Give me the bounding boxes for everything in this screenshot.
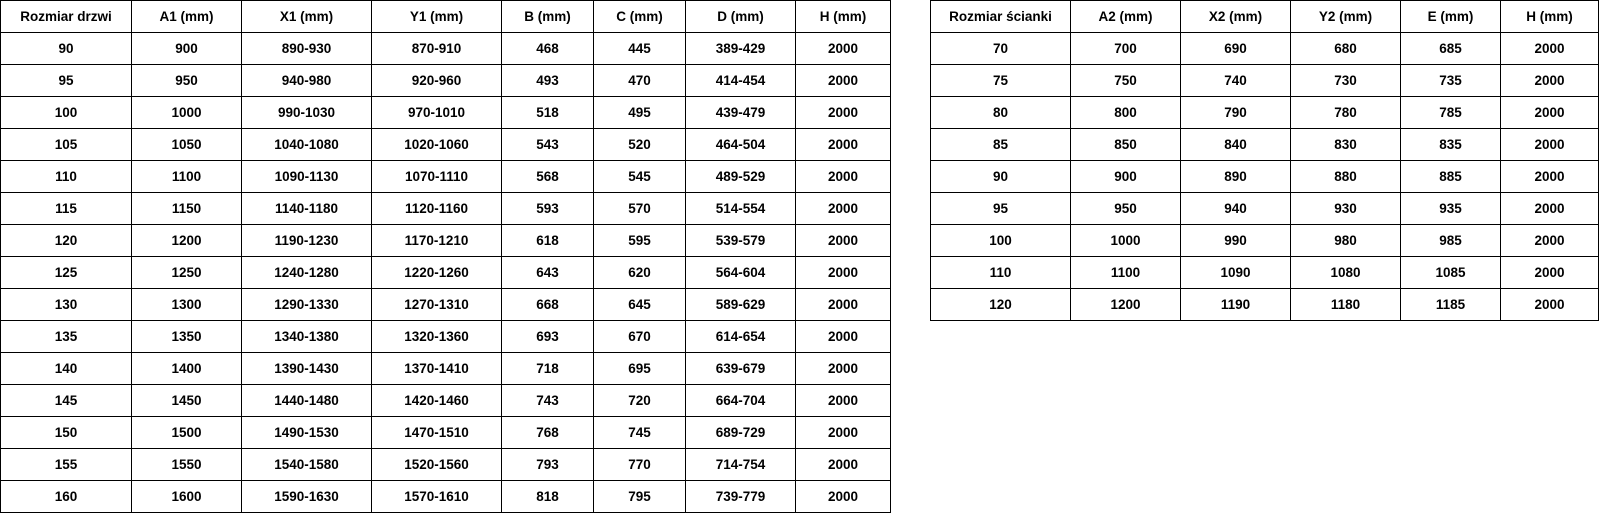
table-row bbox=[1, 225, 891, 257]
table-cell: 930 bbox=[1291, 193, 1401, 225]
table-cell: 1200 bbox=[1071, 289, 1181, 321]
table-cell: 1320-1360 bbox=[372, 321, 502, 353]
table-cell: 1450 bbox=[132, 385, 242, 417]
table-cell: 2000 bbox=[796, 321, 891, 353]
table-cell: 664-704 bbox=[686, 385, 796, 417]
table-cell: 1190-1230 bbox=[242, 225, 372, 257]
table-cell: 2000 bbox=[796, 97, 891, 129]
column-header: E (mm) bbox=[1401, 1, 1501, 33]
table-cell: 1120-1160 bbox=[372, 193, 502, 225]
table-row bbox=[1, 417, 891, 449]
table-cell: 100 bbox=[1, 97, 132, 129]
table-cell: 835 bbox=[1401, 129, 1501, 161]
column-header: X1 (mm) bbox=[242, 1, 372, 33]
table-cell: 1440-1480 bbox=[242, 385, 372, 417]
table-row bbox=[1, 289, 891, 321]
table-cell: 110 bbox=[931, 257, 1071, 289]
table-cell: 1020-1060 bbox=[372, 129, 502, 161]
column-header: X2 (mm) bbox=[1181, 1, 1291, 33]
table-cell: 685 bbox=[1401, 33, 1501, 65]
wall-size-table bbox=[930, 0, 1599, 321]
table-cell: 2000 bbox=[796, 289, 891, 321]
table-row bbox=[931, 161, 1599, 193]
table-cell: 1200 bbox=[132, 225, 242, 257]
table-cell: 980 bbox=[1291, 225, 1401, 257]
table-row bbox=[1, 33, 891, 65]
table-cell: 115 bbox=[1, 193, 132, 225]
table-cell: 745 bbox=[594, 417, 686, 449]
table-cell: 85 bbox=[931, 129, 1071, 161]
table-cell: 1590-1630 bbox=[242, 481, 372, 513]
table-cell: 150 bbox=[1, 417, 132, 449]
table-cell: 125 bbox=[1, 257, 132, 289]
column-header: Rozmiar ścianki bbox=[931, 1, 1071, 33]
table-cell: 120 bbox=[1, 225, 132, 257]
table-cell: 689-729 bbox=[686, 417, 796, 449]
table-cell: 105 bbox=[1, 129, 132, 161]
table-cell: 940-980 bbox=[242, 65, 372, 97]
table-cell: 468 bbox=[502, 33, 594, 65]
table-cell: 1190 bbox=[1181, 289, 1291, 321]
table-cell: 90 bbox=[1, 33, 132, 65]
column-header: Rozmiar drzwi bbox=[1, 1, 132, 33]
table-cell: 1500 bbox=[132, 417, 242, 449]
table-row bbox=[1, 65, 891, 97]
wall-table-body bbox=[931, 33, 1599, 321]
table-row bbox=[931, 193, 1599, 225]
table-row bbox=[1, 385, 891, 417]
column-header: D (mm) bbox=[686, 1, 796, 33]
table-cell: 1250 bbox=[132, 257, 242, 289]
table-cell: 1220-1260 bbox=[372, 257, 502, 289]
table-cell: 1420-1460 bbox=[372, 385, 502, 417]
table-cell: 2000 bbox=[796, 257, 891, 289]
table-cell: 414-454 bbox=[686, 65, 796, 97]
table-cell: 850 bbox=[1071, 129, 1181, 161]
table-cell: 470 bbox=[594, 65, 686, 97]
table-cell: 1150 bbox=[132, 193, 242, 225]
column-header: A2 (mm) bbox=[1071, 1, 1181, 33]
table-cell: 2000 bbox=[1501, 289, 1599, 321]
table-cell: 493 bbox=[502, 65, 594, 97]
table-cell: 950 bbox=[1071, 193, 1181, 225]
table-cell: 539-579 bbox=[686, 225, 796, 257]
table-cell: 1470-1510 bbox=[372, 417, 502, 449]
table-cell: 2000 bbox=[796, 449, 891, 481]
table-cell: 1100 bbox=[132, 161, 242, 193]
table-cell: 2000 bbox=[796, 353, 891, 385]
column-header: B (mm) bbox=[502, 1, 594, 33]
table-cell: 1100 bbox=[1071, 257, 1181, 289]
table-cell: 1370-1410 bbox=[372, 353, 502, 385]
table-cell: 700 bbox=[1071, 33, 1181, 65]
table-cell: 110 bbox=[1, 161, 132, 193]
table-cell: 445 bbox=[594, 33, 686, 65]
table-cell: 135 bbox=[1, 321, 132, 353]
table-cell: 768 bbox=[502, 417, 594, 449]
table-cell: 885 bbox=[1401, 161, 1501, 193]
table-cell: 668 bbox=[502, 289, 594, 321]
table-row bbox=[1, 321, 891, 353]
table-cell: 1400 bbox=[132, 353, 242, 385]
table-cell: 595 bbox=[594, 225, 686, 257]
table-cell: 1350 bbox=[132, 321, 242, 353]
table-cell: 693 bbox=[502, 321, 594, 353]
table-row bbox=[931, 225, 1599, 257]
table-cell: 1070-1110 bbox=[372, 161, 502, 193]
table-cell: 2000 bbox=[1501, 257, 1599, 289]
table-cell: 1540-1580 bbox=[242, 449, 372, 481]
table-cell: 1170-1210 bbox=[372, 225, 502, 257]
table-cell: 2000 bbox=[796, 65, 891, 97]
table-cell: 2000 bbox=[1501, 129, 1599, 161]
table-cell: 670 bbox=[594, 321, 686, 353]
table-cell: 75 bbox=[931, 65, 1071, 97]
table-cell: 2000 bbox=[796, 193, 891, 225]
table-cell: 900 bbox=[1071, 161, 1181, 193]
table-cell: 840 bbox=[1181, 129, 1291, 161]
door-table-body bbox=[1, 33, 891, 513]
table-row bbox=[1, 129, 891, 161]
table-cell: 1090-1130 bbox=[242, 161, 372, 193]
table-cell: 880 bbox=[1291, 161, 1401, 193]
table-cell: 1090 bbox=[1181, 257, 1291, 289]
table-cell: 70 bbox=[931, 33, 1071, 65]
table-row bbox=[931, 33, 1599, 65]
table-cell: 990-1030 bbox=[242, 97, 372, 129]
table-cell: 545 bbox=[594, 161, 686, 193]
table-cell: 543 bbox=[502, 129, 594, 161]
table-cell: 439-479 bbox=[686, 97, 796, 129]
table-cell: 564-604 bbox=[686, 257, 796, 289]
table-cell: 2000 bbox=[796, 385, 891, 417]
table-row bbox=[931, 257, 1599, 289]
table-cell: 1520-1560 bbox=[372, 449, 502, 481]
column-header: H (mm) bbox=[1501, 1, 1599, 33]
table-cell: 514-554 bbox=[686, 193, 796, 225]
table-cell: 100 bbox=[931, 225, 1071, 257]
table-cell: 518 bbox=[502, 97, 594, 129]
table-cell: 935 bbox=[1401, 193, 1501, 225]
table-cell: 2000 bbox=[1501, 65, 1599, 97]
table-cell: 645 bbox=[594, 289, 686, 321]
table-cell: 695 bbox=[594, 353, 686, 385]
column-header: Y1 (mm) bbox=[372, 1, 502, 33]
table-cell: 568 bbox=[502, 161, 594, 193]
table-cell: 1390-1430 bbox=[242, 353, 372, 385]
table-cell: 464-504 bbox=[686, 129, 796, 161]
wall-table-header bbox=[931, 1, 1599, 33]
table-cell: 1600 bbox=[132, 481, 242, 513]
table-cell: 1550 bbox=[132, 449, 242, 481]
table-cell: 985 bbox=[1401, 225, 1501, 257]
table-cell: 890 bbox=[1181, 161, 1291, 193]
table-cell: 1300 bbox=[132, 289, 242, 321]
table-row bbox=[1, 161, 891, 193]
table-cell: 140 bbox=[1, 353, 132, 385]
table-cell: 489-529 bbox=[686, 161, 796, 193]
table-cell: 2000 bbox=[796, 129, 891, 161]
table-cell: 495 bbox=[594, 97, 686, 129]
table-cell: 1080 bbox=[1291, 257, 1401, 289]
table-row bbox=[1, 257, 891, 289]
table-cell: 780 bbox=[1291, 97, 1401, 129]
table-cell: 2000 bbox=[1501, 97, 1599, 129]
table-cell: 643 bbox=[502, 257, 594, 289]
table-cell: 155 bbox=[1, 449, 132, 481]
table-row bbox=[1, 449, 891, 481]
table-row bbox=[1, 353, 891, 385]
table-cell: 1050 bbox=[132, 129, 242, 161]
table-cell: 618 bbox=[502, 225, 594, 257]
table-cell: 739-779 bbox=[686, 481, 796, 513]
table-cell: 800 bbox=[1071, 97, 1181, 129]
table-cell: 1140-1180 bbox=[242, 193, 372, 225]
table-cell: 90 bbox=[931, 161, 1071, 193]
wall-size-table-container bbox=[930, 0, 1599, 321]
table-cell: 818 bbox=[502, 481, 594, 513]
table-cell: 770 bbox=[594, 449, 686, 481]
table-cell: 900 bbox=[132, 33, 242, 65]
table-cell: 1180 bbox=[1291, 289, 1401, 321]
table-cell: 1185 bbox=[1401, 289, 1501, 321]
table-cell: 120 bbox=[931, 289, 1071, 321]
table-cell: 80 bbox=[931, 97, 1071, 129]
table-cell: 735 bbox=[1401, 65, 1501, 97]
table-cell: 795 bbox=[594, 481, 686, 513]
table-cell: 970-1010 bbox=[372, 97, 502, 129]
table-cell: 1340-1380 bbox=[242, 321, 372, 353]
table-cell: 920-960 bbox=[372, 65, 502, 97]
table-cell: 2000 bbox=[796, 161, 891, 193]
table-cell: 990 bbox=[1181, 225, 1291, 257]
door-table-header bbox=[1, 1, 891, 33]
table-cell: 1085 bbox=[1401, 257, 1501, 289]
table-cell: 95 bbox=[931, 193, 1071, 225]
table-cell: 389-429 bbox=[686, 33, 796, 65]
table-cell: 890-930 bbox=[242, 33, 372, 65]
table-cell: 570 bbox=[594, 193, 686, 225]
table-cell: 130 bbox=[1, 289, 132, 321]
table-cell: 950 bbox=[132, 65, 242, 97]
table-cell: 690 bbox=[1181, 33, 1291, 65]
table-cell: 2000 bbox=[1501, 193, 1599, 225]
table-cell: 1000 bbox=[1071, 225, 1181, 257]
table-cell: 790 bbox=[1181, 97, 1291, 129]
table-row bbox=[931, 97, 1599, 129]
table-cell: 720 bbox=[594, 385, 686, 417]
table-cell: 680 bbox=[1291, 33, 1401, 65]
table-cell: 520 bbox=[594, 129, 686, 161]
table-cell: 1490-1530 bbox=[242, 417, 372, 449]
table-row bbox=[931, 65, 1599, 97]
table-cell: 95 bbox=[1, 65, 132, 97]
table-header-row bbox=[1, 1, 891, 33]
table-cell: 870-910 bbox=[372, 33, 502, 65]
table-cell: 1270-1310 bbox=[372, 289, 502, 321]
table-cell: 589-629 bbox=[686, 289, 796, 321]
table-cell: 2000 bbox=[796, 417, 891, 449]
table-cell: 160 bbox=[1, 481, 132, 513]
table-cell: 620 bbox=[594, 257, 686, 289]
column-header: C (mm) bbox=[594, 1, 686, 33]
table-cell: 830 bbox=[1291, 129, 1401, 161]
table-cell: 740 bbox=[1181, 65, 1291, 97]
table-row bbox=[931, 129, 1599, 161]
table-cell: 743 bbox=[502, 385, 594, 417]
table-cell: 2000 bbox=[1501, 161, 1599, 193]
table-row bbox=[1, 481, 891, 513]
table-cell: 2000 bbox=[796, 33, 891, 65]
table-cell: 1290-1330 bbox=[242, 289, 372, 321]
table-cell: 940 bbox=[1181, 193, 1291, 225]
table-cell: 639-679 bbox=[686, 353, 796, 385]
table-cell: 1000 bbox=[132, 97, 242, 129]
table-cell: 785 bbox=[1401, 97, 1501, 129]
table-cell: 593 bbox=[502, 193, 594, 225]
table-cell: 1570-1610 bbox=[372, 481, 502, 513]
table-cell: 2000 bbox=[1501, 225, 1599, 257]
table-cell: 614-654 bbox=[686, 321, 796, 353]
table-row bbox=[1, 97, 891, 129]
table-cell: 718 bbox=[502, 353, 594, 385]
column-header: H (mm) bbox=[796, 1, 891, 33]
table-cell: 1240-1280 bbox=[242, 257, 372, 289]
table-cell: 145 bbox=[1, 385, 132, 417]
table-cell: 2000 bbox=[796, 225, 891, 257]
table-cell: 750 bbox=[1071, 65, 1181, 97]
table-row bbox=[931, 289, 1599, 321]
table-cell: 714-754 bbox=[686, 449, 796, 481]
table-cell: 2000 bbox=[796, 481, 891, 513]
table-cell: 2000 bbox=[1501, 33, 1599, 65]
column-header: Y2 (mm) bbox=[1291, 1, 1401, 33]
table-header-row bbox=[931, 1, 1599, 33]
column-header: A1 (mm) bbox=[132, 1, 242, 33]
table-cell: 1040-1080 bbox=[242, 129, 372, 161]
table-row bbox=[1, 193, 891, 225]
table-cell: 730 bbox=[1291, 65, 1401, 97]
table-cell: 793 bbox=[502, 449, 594, 481]
